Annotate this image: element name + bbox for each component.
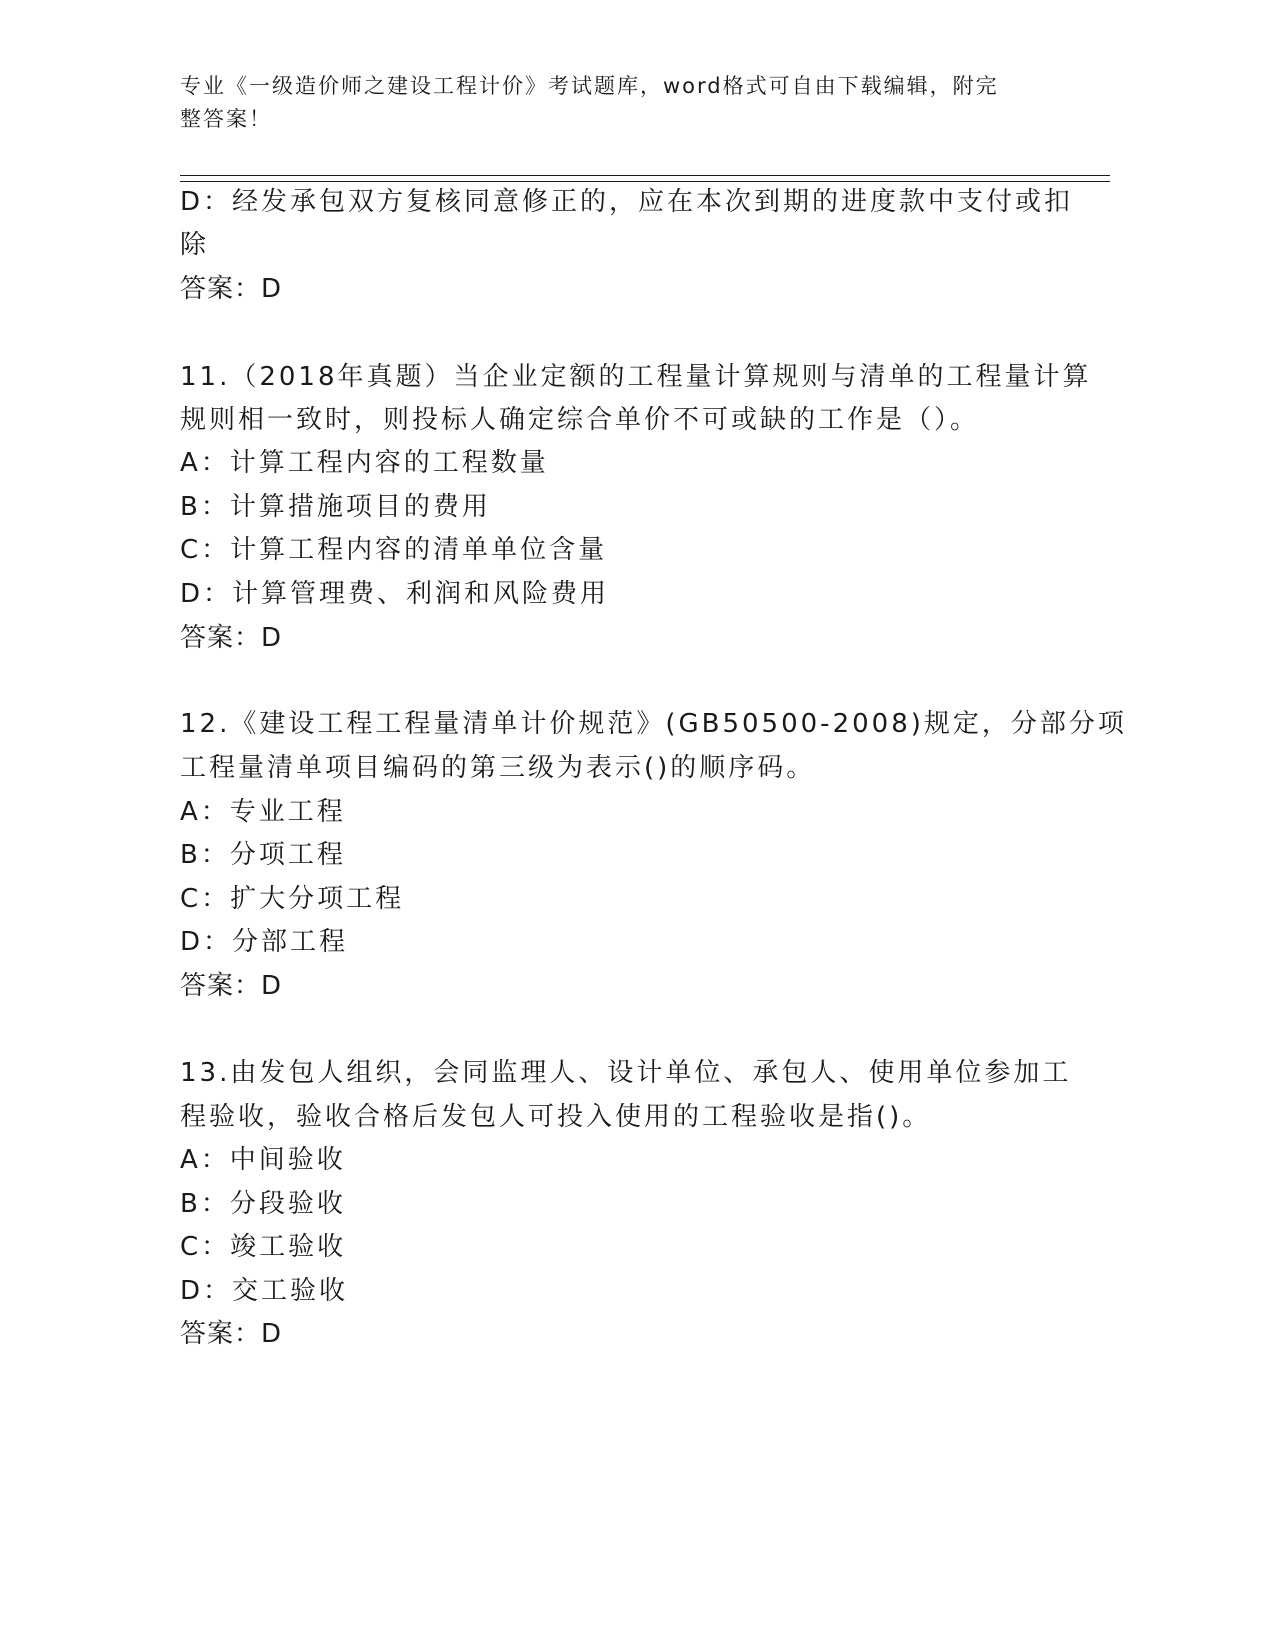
prev-option-d-line-1: D：经发承包双方复核同意修正的，应在本次到期的进度款中支付或扣 (180, 187, 1074, 217)
header-divider-bottom (180, 181, 1110, 182)
question-13-option-d: D：交工验收 (180, 1276, 349, 1306)
page-header (180, 70, 1080, 136)
question-13-answer: 答案：D (180, 1319, 283, 1349)
question-12-stem-line-1: 12.《建设工程工程量清单计价规范》(GB50500-2008)规定，分部分项 (180, 709, 1127, 739)
question-11-option-d: D：计算管理费、利润和风险费用 (180, 579, 610, 609)
question-11-stem-line-2: 规则相一致时，则投标人确定综合单价不可或缺的工作是（）。 (180, 405, 980, 435)
question-12-option-a: A：专业工程 (180, 797, 346, 827)
header-divider-top (180, 175, 1110, 176)
prev-answer: 答案：D (180, 274, 283, 304)
question-13-stem-line-2: 程验收，验收合格后发包人可投入使用的工程验收是指()。 (180, 1102, 932, 1132)
question-11-option-b: B：计算措施项目的费用 (180, 492, 491, 522)
question-11-answer: 答案：D (180, 623, 283, 653)
question-12-option-c: C：扩大分项工程 (180, 884, 405, 914)
header-line-2: 整答案！ (180, 107, 272, 131)
question-11-option-a: A：计算工程内容的工程数量 (180, 448, 549, 478)
question-12-answer: 答案：D (180, 971, 283, 1001)
question-12-option-d: D：分部工程 (180, 927, 349, 957)
question-12-stem-line-2: 工程量清单项目编码的第三级为表示()的顺序码。 (180, 753, 816, 783)
header-line-1: 专业《一级造价师之建设工程计价》考试题库，word格式可自由下载编辑，附完 (180, 74, 999, 98)
prev-option-d-line-2: 除 (180, 230, 210, 260)
question-13-option-a: A：中间验收 (180, 1145, 346, 1175)
question-11-option-c: C：计算工程内容的清单单位含量 (180, 535, 608, 565)
question-13-stem-line-1: 13.由发包人组织，会同监理人、设计单位、承包人、使用单位参加工 (180, 1058, 1072, 1088)
question-13-option-b: B：分段验收 (180, 1189, 346, 1219)
question-12-option-b: B：分项工程 (180, 840, 346, 870)
question-11-stem-line-1: 11.（2018年真题）当企业定额的工程量计算规则与清单的工程量计算 (180, 362, 1092, 392)
question-13-option-c: C：竣工验收 (180, 1232, 347, 1262)
